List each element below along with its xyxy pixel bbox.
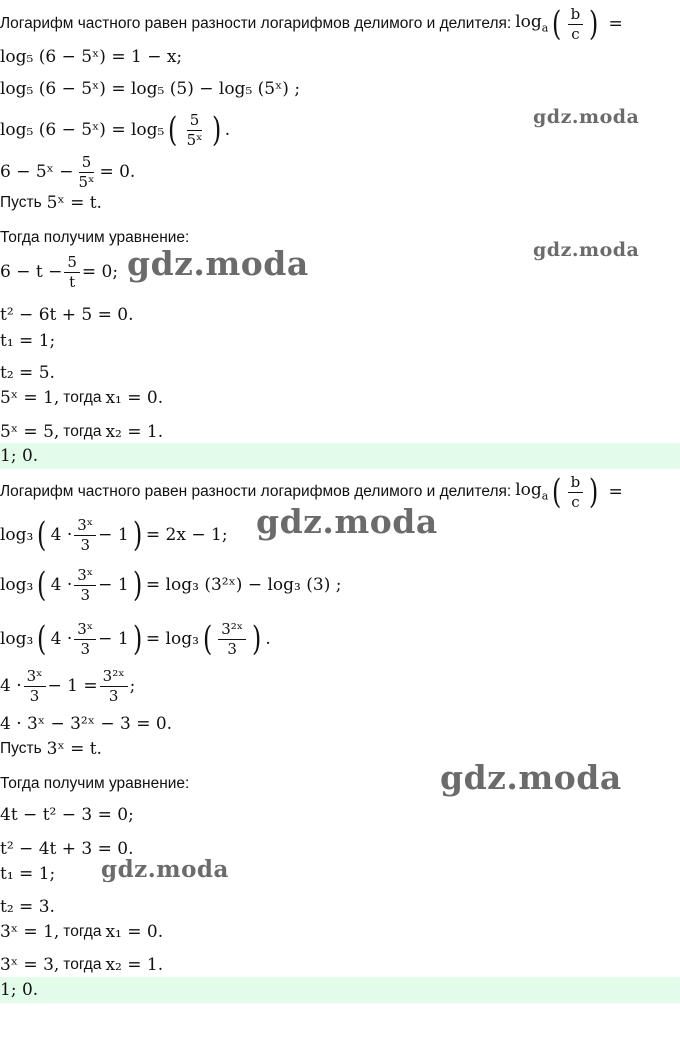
eq-line: 6 − 5ˣ − $\frac{5}{\text{5ˣ}}$ = 0. xyxy=(0,152,136,191)
eq-line: 4 · 3ˣ − 3²ˣ − 3 = 0. xyxy=(0,713,173,734)
solution-line: 5ˣ = 5, тогда x₂ = 1. xyxy=(0,421,164,442)
answer-box: 1; 0. xyxy=(0,443,680,469)
eq-line: 4 · $\frac{\text{3ˣ}}{3}$ − 1 = $\frac{\text{3²ˣ}}{3}$ ; xyxy=(0,666,136,705)
eq-line: t₁ = 1; xyxy=(0,863,56,884)
then-text: Тогда получим уравнение: xyxy=(0,775,190,793)
eq-line: log₃ ( 4 · $\frac{\text{3ˣ}}{3}$ − 1 ) = 2x − 1; xyxy=(0,515,228,555)
eq-line: t₂ = 3. xyxy=(0,896,55,917)
watermark-logo: gdz.moda xyxy=(101,856,229,883)
solution-line: 3ˣ = 3, тогда x₂ = 1. xyxy=(0,954,164,975)
eq-line: log₅ (6 − 5ˣ) = log₅ ( $\frac{5}{\text{5ˣ}}$ ) . xyxy=(0,110,231,150)
eq-line: log₃ ( 4 · $\frac{\text{3ˣ}}{3}$ − 1 ) = log₃ (3²ˣ) − log₃ (3) ; xyxy=(0,565,342,605)
watermark-logo: gdz.moda xyxy=(533,239,640,261)
eq-line: t² − 6t + 5 = 0. xyxy=(0,304,134,325)
eq-line: log₅ (6 − 5ˣ) = 1 − x; xyxy=(0,46,183,67)
fraction: $\frac{5}{\text{5ˣ}}$ xyxy=(186,110,203,149)
rule-text: Логарифм частного равен разности логарифмов делимого и делителя: xyxy=(0,15,512,33)
eq-line: t² − 4t + 3 = 0. xyxy=(0,838,134,859)
solution-line: 5ˣ = 1, тогда x₁ = 0. xyxy=(0,387,164,408)
eq-line: 4t − t² − 3 = 0; xyxy=(0,804,134,825)
eq-line: log₅ (6 − 5ˣ) = log₅ (5) − log₅ (5ˣ) ; xyxy=(0,78,301,99)
rule-line-2: Логарифм частного равен разности логарифмов делимого и делителя: $\log_a$ ( $\frac{b}{c}$ ) = xyxy=(0,472,623,512)
answer-box: 1; 0. xyxy=(0,977,680,1003)
paren-close: ) xyxy=(589,4,599,44)
substitution-line: Пусть 5ˣ = t. xyxy=(0,192,102,213)
fraction-b-c: $\frac{b}{c}$ xyxy=(568,7,584,42)
watermark-logo: gdz.moda xyxy=(127,244,309,283)
paren-open: ( xyxy=(552,4,562,44)
watermark-logo: gdz.moda xyxy=(256,502,438,541)
eq-line: t₁ = 1; xyxy=(0,330,56,351)
eq-line: t₂ = 5. xyxy=(0,362,55,383)
watermark-logo: gdz.moda xyxy=(440,758,622,797)
rule-line-1 xyxy=(0,6,680,42)
watermark-logo: gdz.moda xyxy=(533,106,640,128)
substitution-line: Пусть 3ˣ = t. xyxy=(0,738,102,759)
rule-log: $\log_a$ xyxy=(515,12,549,35)
eq-line: 6 − t − $\frac{5}{t}$ = 0; xyxy=(0,252,119,291)
solution-line: 3ˣ = 1, тогда x₁ = 0. xyxy=(0,921,164,942)
then-text: Тогда получим уравнение: xyxy=(0,229,190,247)
eq-line: log₃ ( 4 · $\frac{\text{3ˣ}}{3}$ − 1 ) = log₃ ( $\frac{\text{3²ˣ}}{3}$ ) . xyxy=(0,619,271,659)
equals-sign: = xyxy=(608,13,623,34)
